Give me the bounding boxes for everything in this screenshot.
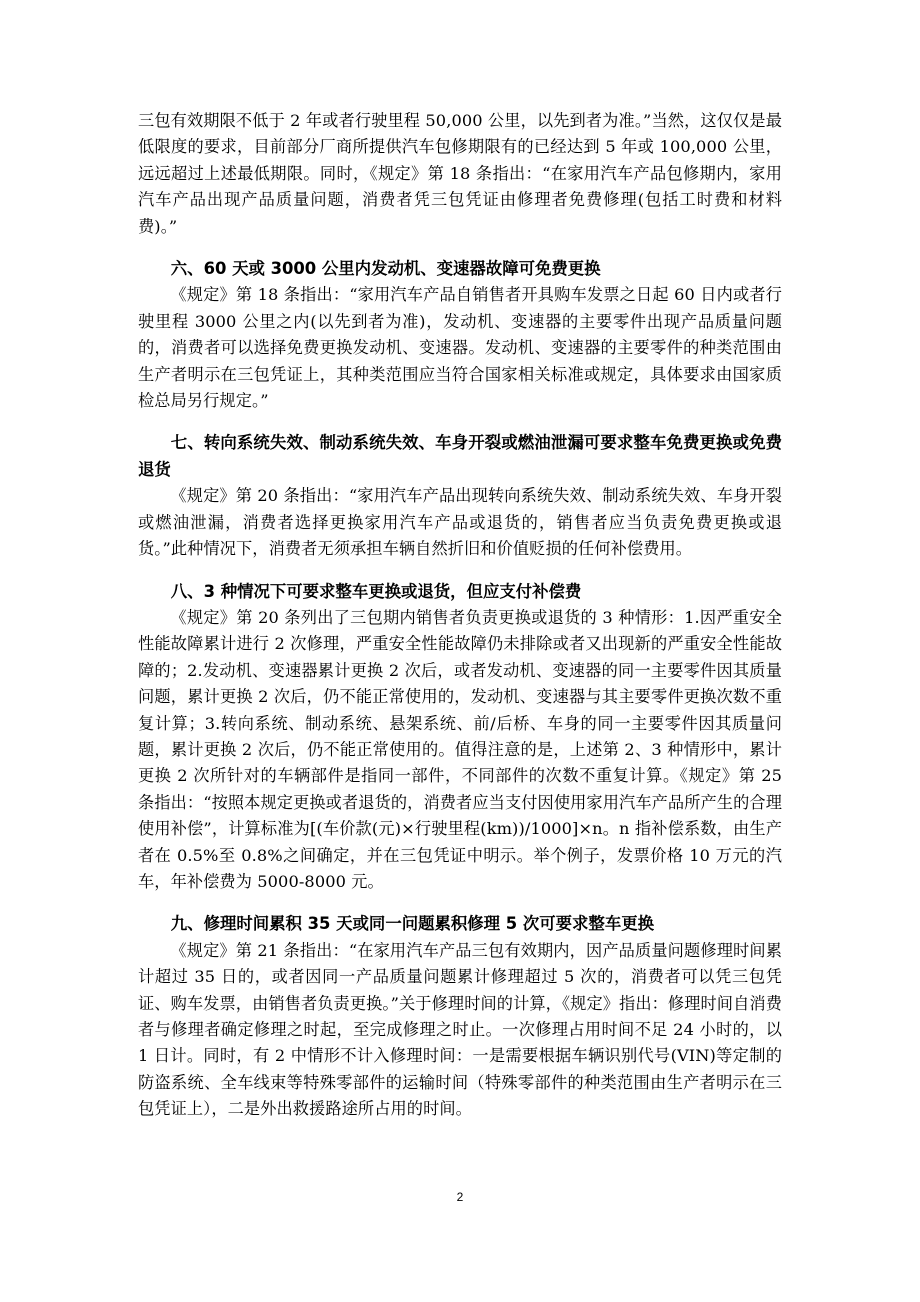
section-9-heading: 九、修理时间累积 35 天或同一问题累积修理 5 次可要求整车更换: [170, 914, 654, 934]
section-9-paragraph: 《规定》第 21 条指出：“在家用汽车产品三包有效期内，因产品质量问题修理时间累计超过 35 日的，或者因同一产品质量问题累计修理超过 5 次的，消费者可以凭三包凭证、购车发票，由销售者负责更换。”关于修理时间的计算，《规定》指出：修理时间自消费者与修理者确定修理之时起，至完成修理之时止。一次修理占用时间不足 24 小时的，以 1 日计。同时，有 2 中情形不计入修理时间：一是需要根据车辆识别代号(VIN)等定制的防盗系统、全车线束等特殊零部件的运输时间（特殊零部件的种类范围由生产者明示在三包凭证上），二是外出救援路途所占用的时间。: [138, 940, 782, 1119]
section-7-heading: 七、转向系统失效、制动系统失效、车身开裂或燃油泄漏可要求整车免费更换或免费退货: [138, 433, 782, 479]
section-7-paragraph: 《规定》第 20 条指出：“家用汽车产品出现转向系统失效、制动系统失效、车身开裂或燃油泄漏，消费者选择更换家用汽车产品或退货的，销售者应当负责免费更换或退货。”此种情况下，消费者无须承担车辆自然折旧和价值贬损的任何补偿费用。: [138, 486, 782, 559]
section-8-heading: 八、3 种情况下可要求整车更换或退货，但应支付补偿费: [170, 581, 582, 601]
section-6-paragraph: 《规定》第 18 条指出：“家用汽车产品自销售者开具购车发票之日起 60 日内或者行驶里程 3000 公里之内(以先到者为准)，发动机、变速器的主要零件出现产品质量问题的，消费者可以选择免费更换发动机、变速器。发动机、变速器的主要零件的种类范围由生产者明示在三包凭证上，其种类范围应当符合国家相关标准或规定，具体要求由国家质检总局另行规定。”: [138, 285, 782, 411]
document-body: [138, 108, 782, 1123]
section-6-heading: 六、60 天或 3000 公里内发动机、变速器故障可免费更换: [170, 259, 601, 279]
section-gap: [138, 563, 782, 579]
page-number: 2: [456, 1190, 464, 1204]
section-gap: [138, 240, 782, 256]
section-gap: [138, 414, 782, 430]
section-gap: [138, 895, 782, 911]
section-8-paragraph: 《规定》第 20 条列出了三包期内销售者负责更换或退货的 3 种情形：1.因严重安全性能故障累计进行 2 次修理，严重安全性能故障仍未排除或者又出现新的严重安全性能故障的；2.发动机、变速器累计更换 2 次后，或者发动机、变速器的同一主要零件因其质量问题，累计更换 2 次后，仍不能正常使用的，发动机、变速器与其主要零件更换次数不重复计算；3.转向系统、制动系统、悬架系统、前/后桥、车身的同一主要零件因其质量问题，累计更换 2 次后，仍不能正常使用的。值得注意的是，上述第 2、3 种情形中，累计更换 2 次所针对的车辆部件是指同一部件，不同部件的次数不重复计算。《规定》第 25 条指出：“按照本规定更换或者退货的，消费者应当支付因使用家用汽车产品所产生的合理使用补偿”，计算标准为[(车价款(元)×行驶里程(km))/1000]×n。n 指补偿系数，由生产者在 0.5%至 0.8%之间确定，并在三包凭证中明示。举个例子，发票价格 10 万元的汽车，年补偿费为 5000-8000 元。: [138, 607, 782, 891]
intro-paragraph: 三包有效期限不低于 2 年或者行驶里程 50,000 公里，以先到者为准。”当然，这仅仅是最低限度的要求，目前部分厂商所提供汽车包修期限有的已经达到 5 年或 100,000 公里，远远超过上述最低期限。同时，《规定》第 18 条指出：“在家用汽车产品包修期内，家用汽车产品出现产品质量问题，消费者凭三包凭证由修理者免费修理(包括工时费和材料费)。”: [138, 111, 782, 236]
